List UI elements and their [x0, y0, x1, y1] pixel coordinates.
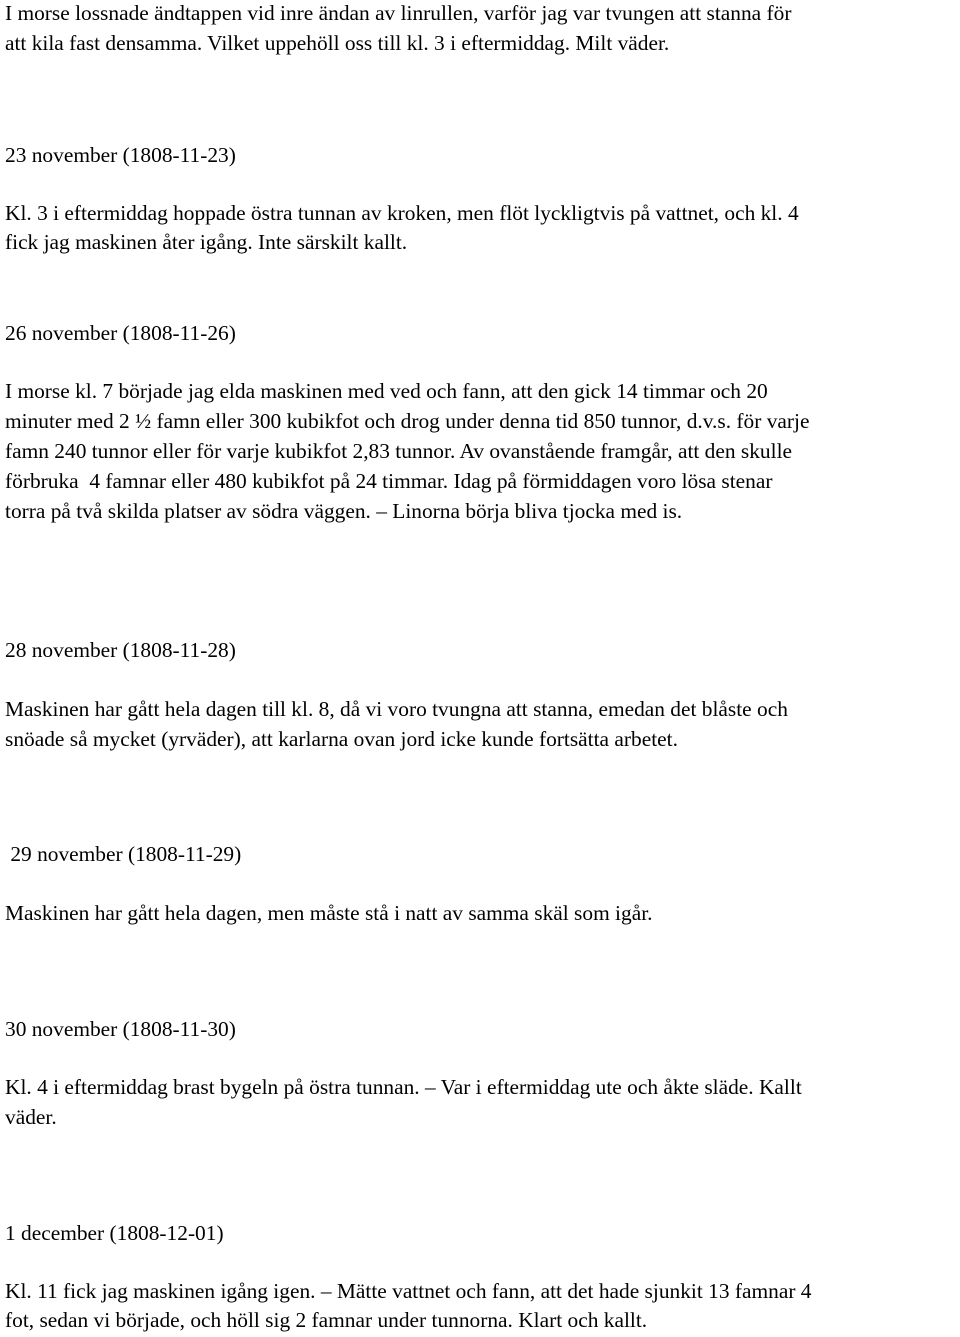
entry-date-heading: 1 december (1808-12-01): [5, 1221, 224, 1245]
text-line: fick jag maskinen åter igång. Inte särskilt kallt.: [5, 230, 408, 254]
entry-date-heading: 30 november (1808-11-30): [5, 1017, 236, 1041]
entry-date-heading: 26 november (1808-11-26): [5, 321, 236, 345]
text-line: I morse kl. 7 började jag elda maskinen med ved och fann, att den gick 14 timmar och 20: [5, 379, 768, 403]
text-line: fot, sedan vi började, och höll sig 2 famnar under tunnorna. Klart och kallt.: [5, 1308, 648, 1332]
entry-date-heading: 28 november (1808-11-28): [5, 638, 236, 662]
text-line: Maskinen har gått hela dagen till kl. 8, då vi voro tvungna att stanna, emedan det blåste och: [5, 697, 788, 721]
text-line: att kila fast densamma. Vilket uppehöll oss till kl. 3 i eftermiddag. Milt väder.: [5, 31, 670, 55]
text-line: Maskinen har gått hela dagen, men måste stå i natt av samma skäl som igår.: [5, 901, 653, 925]
text-line: väder.: [5, 1105, 57, 1129]
text-line: I morse lossnade ändtappen vid inre ändan av linrullen, varför jag var tvungen att stanna för: [5, 1, 792, 25]
entry-date-heading: 29 november (1808-11-29): [5, 842, 242, 866]
text-line: minuter med 2 ½ famn eller 300 kubikfot och drog under denna tid 850 tunnor, d.v.s. för varje: [5, 409, 810, 433]
text-line: famn 240 tunnor eller för varje kubikfot 2,83 tunnor. Av ovanstående framgår, att den skulle: [5, 439, 793, 463]
text-line: torra på två skilda platser av södra väggen. – Linorna börja bliva tjocka med is.: [5, 499, 683, 523]
text-line: förbruka 4 famnar eller 480 kubikfot på 24 timmar. Idag på förmiddagen voro lösa stenar: [5, 469, 773, 493]
text-line: Kl. 4 i eftermiddag brast bygeln på östra tunnan. – Var i eftermiddag ute och åkte släde. Kallt: [5, 1075, 802, 1099]
text-line: Kl. 11 fick jag maskinen igång igen. – Mätte vattnet och fann, att det hade sjunkit 13 famnar 4: [5, 1279, 812, 1303]
text-line: snöade så mycket (yrväder), att karlarna ovan jord icke kunde fortsätta arbetet.: [5, 727, 678, 751]
entry-date-heading: 23 november (1808-11-23): [5, 143, 236, 167]
text-line: Kl. 3 i eftermiddag hoppade östra tunnan av kroken, men flöt lyckligtvis på vattnet, och kl. 4: [5, 201, 799, 225]
